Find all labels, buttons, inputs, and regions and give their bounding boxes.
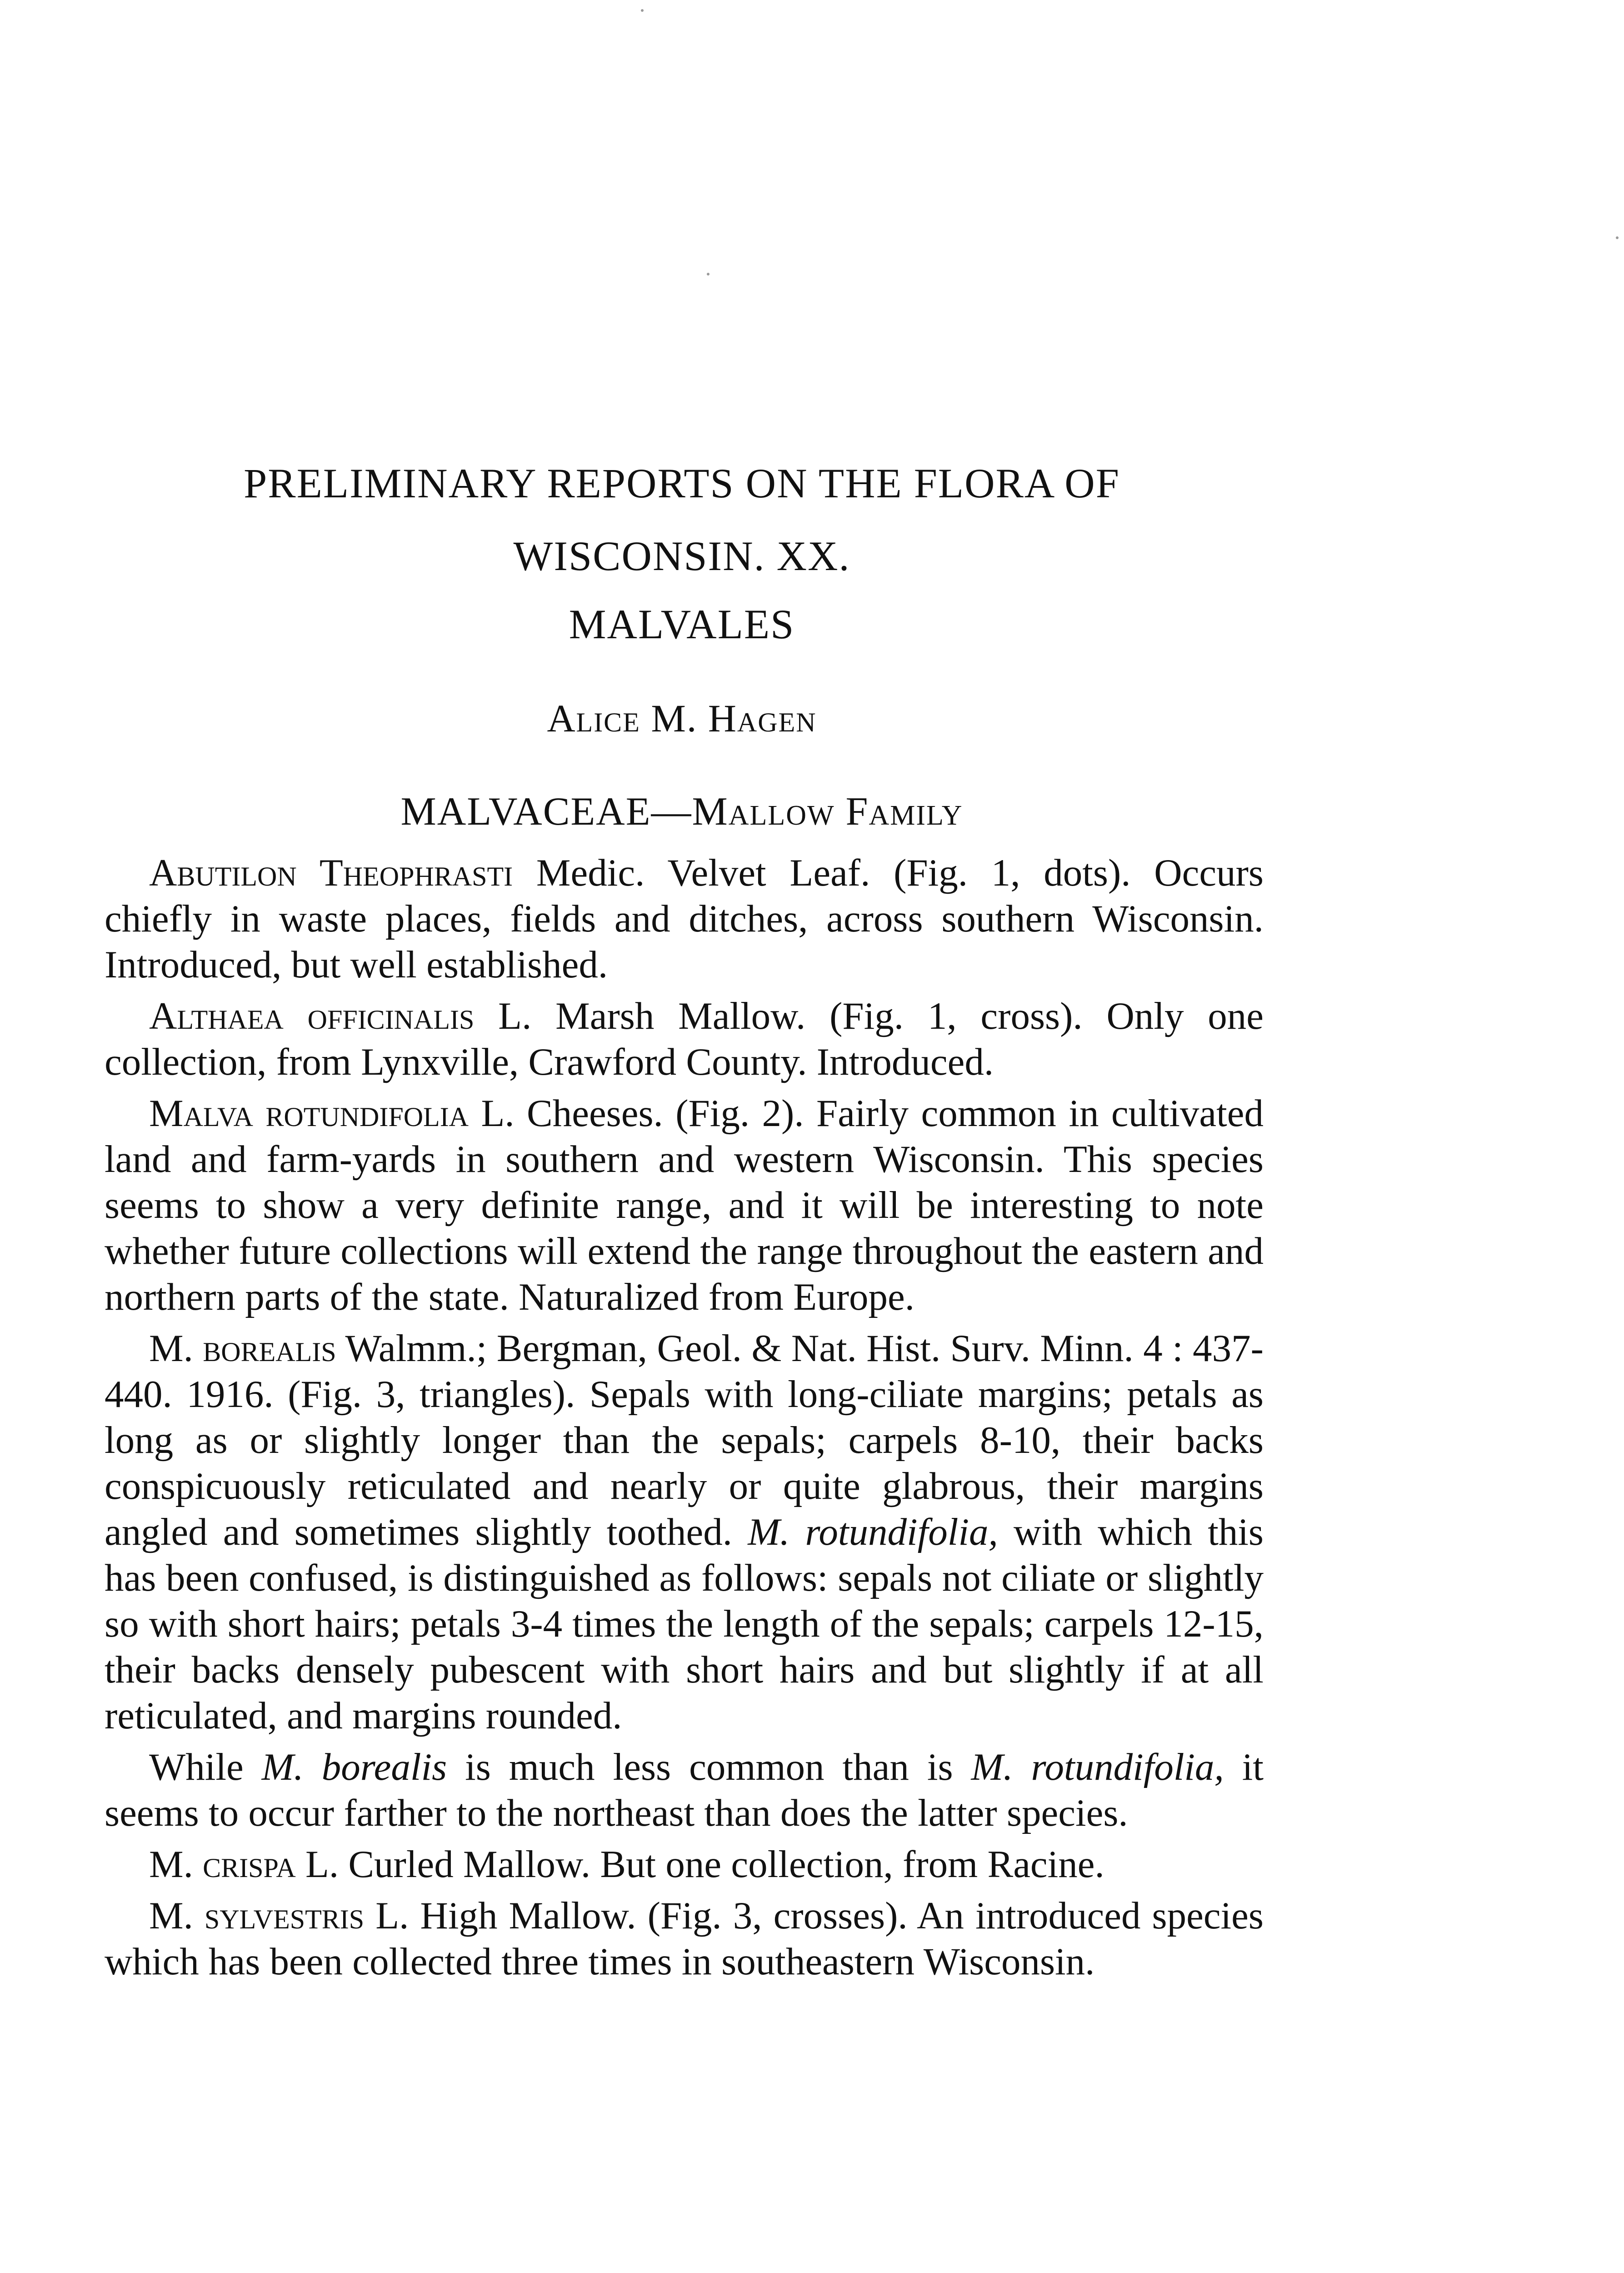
species-name: sylvestris bbox=[204, 1894, 365, 1937]
species-name: Abutilon Theophrasti bbox=[149, 851, 513, 894]
title-line-1: PRELIMINARY REPORTS ON THE FLORA OF bbox=[244, 460, 1120, 506]
species-italic-ref: M. rotundifolia, bbox=[748, 1511, 998, 1553]
scan-speck bbox=[641, 9, 644, 12]
genus-abbrev: M. bbox=[149, 1327, 203, 1370]
body-text bbox=[105, 850, 1264, 1990]
species-entry-malva-sylvestris bbox=[105, 1893, 1264, 1985]
species-description: Medic. Velvet Leaf. (Fig. 1, dots). Occurs chiefly in waste places, fields and ditches, across southern Wisconsin. Introduced, but well established. bbox=[105, 851, 1264, 986]
species-description: L. Cheeses. (Fig. 2). Fairly common in cultivated land and farm-yards in southern and western Wisconsin. This species seems to show a very definite range, and it will be interesting to note whether future collections will extend the range throughout the eastern and northern parts of the state. Naturalized from Europe. bbox=[105, 1092, 1264, 1318]
species-entry-malva-rotundifolia bbox=[105, 1091, 1264, 1320]
family-heading bbox=[0, 789, 1364, 835]
species-entry-malva-borealis bbox=[105, 1326, 1264, 1739]
species-entry-malva-crispa bbox=[105, 1842, 1264, 1887]
species-description: L. High Mallow. (Fig. 3, crosses). An introduced species which has been collected three times in southeastern Wisconsin. bbox=[105, 1894, 1264, 1983]
scan-speck bbox=[1616, 236, 1619, 239]
species-name: borealis bbox=[203, 1327, 336, 1370]
species-name: Malva rotundifolia bbox=[149, 1092, 469, 1135]
family-prefix: MALVACEAE— bbox=[400, 790, 692, 834]
borealis-note bbox=[105, 1744, 1264, 1836]
species-name: Althaea officinalis bbox=[149, 995, 475, 1037]
genus-abbrev: M. bbox=[149, 1843, 203, 1886]
species-description: Walmm.; Bergman, Geol. & Nat. Hist. Surv. Minn. 4 : 437-440. 1916. (Fig. 3, triangles). Sepals with long-ciliate margins; petals as long as or slightly longer than the sepals; carpels 8-10, their backs conspicuously reticulated and nearly or quite glabrous, their margins angled and sometimes slightly toothed. bbox=[105, 1327, 1264, 1553]
author-name: Alice M. Hagen bbox=[547, 696, 817, 740]
species-italic-ref: M. borealis bbox=[261, 1746, 447, 1788]
species-entry-abutilon bbox=[105, 850, 1264, 988]
note-text: is much less common than is bbox=[447, 1746, 971, 1788]
title-line-3: MALVALES bbox=[569, 601, 795, 647]
species-description: L. Curled Mallow. But one collection, from Racine. bbox=[295, 1843, 1104, 1886]
species-name: crispa bbox=[203, 1843, 296, 1886]
species-description-cont: with which this has been confused, is distinguished as follows: sepals not ciliate or slightly so with short hairs; petals 3-4 times the length of the sepals; carpels 12-15, their backs densely pubescent with short hairs and but slightly if at all reticulated, and margins rounded. bbox=[105, 1511, 1264, 1737]
species-description: L. Marsh Mallow. (Fig. 1, cross). Only one collection, from Lynxville, Crawford County. Introduced. bbox=[105, 995, 1264, 1083]
scan-speck bbox=[707, 273, 710, 275]
species-entry-althaea bbox=[105, 993, 1264, 1085]
note-text: While bbox=[149, 1746, 262, 1788]
species-italic-ref: M. rotundifolia, bbox=[971, 1746, 1224, 1788]
family-common-name: Mallow Family bbox=[692, 790, 963, 834]
note-text: it seems to occur farther to the northeast than does the latter species. bbox=[105, 1746, 1264, 1834]
title-line-2: WISCONSIN. XX. bbox=[513, 533, 850, 579]
genus-abbrev: M. bbox=[149, 1894, 205, 1937]
